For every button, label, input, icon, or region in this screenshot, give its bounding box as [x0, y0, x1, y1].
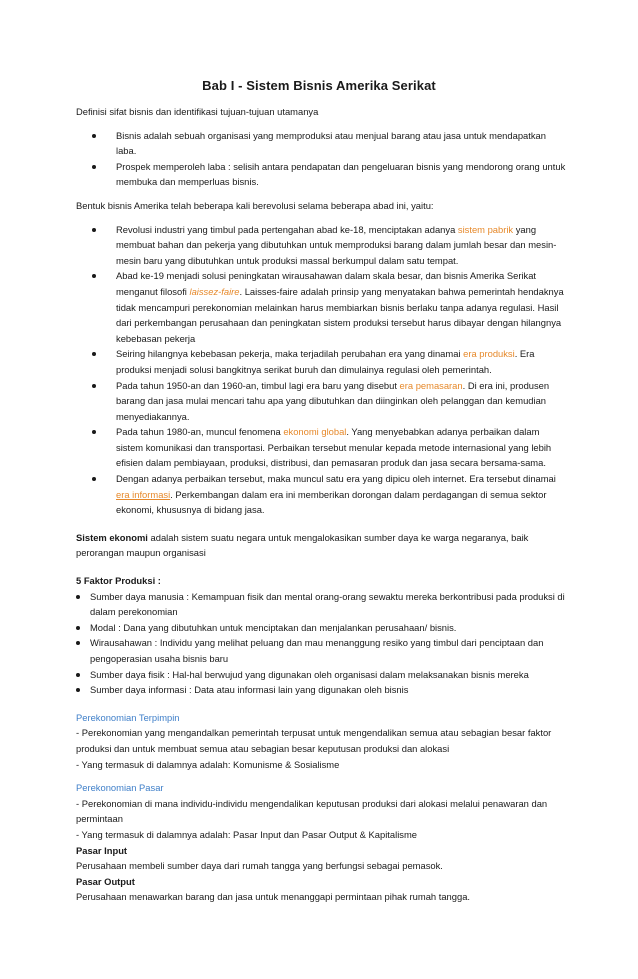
- list-item: Dengan adanya perbaikan tersebut, maka muncul satu era yang dipicu oleh internet. Era tersebut dinamai era informasi. Perkembangan dalam era ini memberikan dorongan dalam perdagangan di semua sektor ekonomi, khususnya di bidang jasa.: [76, 471, 566, 518]
- highlight-term: era produksi: [463, 348, 515, 360]
- terpimpin-line: - Yang termasuk di dalamnya adalah: Komunisme & Sosialisme: [76, 758, 340, 770]
- faktor-list: [76, 589, 566, 698]
- bentuk-intro: Bentuk bisnis Amerika telah beberapa kali berevolusi selama beberapa abad ini, yaitu:: [76, 199, 434, 211]
- highlight-term: ekonomi global: [283, 426, 347, 438]
- definisi-intro: Definisi sifat bisnis dan identifikasi tujuan-tujuan utamanya: [76, 106, 319, 117]
- pasar-input-heading: Pasar Input: [76, 844, 128, 856]
- list-item: Pada tahun 1950-an dan 1960-an, timbul lagi era baru yang disebut era pemasaran. Di era ini, produsen barang dan jasa mulai mencari tahu apa yang dibutuhkan dan diinginkan oleh pelanggan dan kemudian menyediakannya.: [76, 378, 566, 425]
- list-item: Modal : Dana yang dibutuhkan untuk menciptakan dan menjalankan perusahaan/ bisnis.: [76, 620, 566, 636]
- highlight-term: sistem pabrik: [457, 223, 514, 235]
- pasar-output-text: Perusahaan menawarkan barang dan jasa untuk menanggapi permintaan pihak rumah tangga.: [76, 891, 471, 903]
- list-item: Bisnis adalah sebuah organisasi yang memproduksi atau menjual barang atau jasa untuk mendapatkan laba.: [76, 128, 566, 159]
- list-item: Revolusi industri yang timbul pada pertengahan abad ke-18, menciptakan adanya sistem pabrik yang membuat bahan dan pekerja yang dibutuhkan untuk memproduksi barang dalam jumlah besar dan mesin-mesin baru yang dibutuhkan untuk produksi massal berkumpul dalam satu tempat.: [76, 222, 566, 269]
- pasar-line: - Perekonomian di mana individu-individu mengendalikan keputusan produksi dari alokasi melalui penawaran dan permintaan: [76, 797, 548, 825]
- list-item: Sumber daya informasi : Data atau informasi lain yang digunakan oleh bisnis: [76, 682, 566, 698]
- faktor-heading: 5 Faktor Produksi :: [76, 575, 161, 587]
- list-item: Abad ke-19 menjadi solusi peningkatan wirausahawan dalam skala besar, dan bisnis Amerika Serikat menganut filosofi laissez-faire. Laisses-faire adalah prinsip yang menyatakan bahwa pemerintah hendaknya tidak mencampuri perekonomian melainkan harus membiarkan bisnis berlaku tanpa adanya regulasi. Hasil dari perkembangan perusahaan dan peningkatan sistem produksi tersebut harus dibayar dengan hilangnya kebebasan pekerja: [76, 268, 566, 346]
- sistem-ekonomi-definition: Sistem ekonomi adalah sistem suatu negara untuk mengalokasikan sumber daya ke warga negaranya, baik perorangan maupun organisasi: [76, 531, 529, 559]
- pasar-input-text: Perusahaan membeli sumber daya dari rumah tangga yang berfungsi sebagai pemasok.: [76, 860, 443, 872]
- list-item: Prospek memperoleh laba : selisih antara pendapatan dan pengeluaran bisnis yang mendorong orang untuk membuka dan memperluas bisnis.: [76, 159, 566, 190]
- highlight-term: laissez-faire: [189, 285, 240, 297]
- sistem-ekonomi-term: Sistem ekonomi: [76, 531, 148, 543]
- highlight-term: era pemasaran: [399, 379, 463, 391]
- highlight-term: era informasi: [116, 488, 171, 500]
- pasar-heading: Perekonomian Pasar: [76, 782, 164, 794]
- list-item: Sumber daya fisik : Hal-hal berwujud yang digunakan oleh organisasi dalam melaksanakan bisnis mereka: [76, 667, 566, 683]
- definisi-list: [76, 128, 566, 190]
- list-item: Pada tahun 1980-an, muncul fenomena ekonomi global. Yang menyebabkan adanya perbaikan dalam sistem komunikasi dan transportasi. Perbaikan tersebut menular kepada metode internasional yang lebih efisien dalam pembiayaan, produksi, distribusi, dan pemasaran produk dan jasa secara bersama-sama.: [76, 424, 566, 471]
- list-item: Seiring hilangnya kebebasan pekerja, maka terjadilah perubahan era yang dinamai era produksi. Era produksi menjadi solusi bangkitnya serikat buruh dan dimulainya regulasi oleh pemerintah.: [76, 346, 566, 377]
- pasar-output-heading: Pasar Output: [76, 875, 135, 887]
- pasar-line: - Yang termasuk di dalamnya adalah: Pasar Input dan Pasar Output & Kapitalisme: [76, 828, 417, 840]
- list-item: Wirausahawan : Individu yang melihat peluang dan mau menanggung resiko yang timbul dari penciptaan dan pengoperasian usaha bisnis baru: [76, 635, 566, 666]
- document-title: Bab I - Sistem Bisnis Amerika Serikat: [202, 78, 436, 93]
- document-body: [76, 104, 566, 905]
- list-item: Sumber daya manusia : Kemampuan fisik dan mental orang-orang sewaktu mereka berkontribusi pada produksi di dalam perekonomian: [76, 589, 566, 620]
- terpimpin-heading: Perekonomian Terpimpin: [76, 711, 180, 723]
- evolusi-list: [76, 222, 566, 518]
- terpimpin-line: - Perekonomian yang mengandalkan pemerintah terpusat untuk mengendalikan semua atau sebagian besar faktor produksi dan untuk membuat semua atau sebagian besar keputusan produksi dan alokasi: [76, 727, 552, 754]
